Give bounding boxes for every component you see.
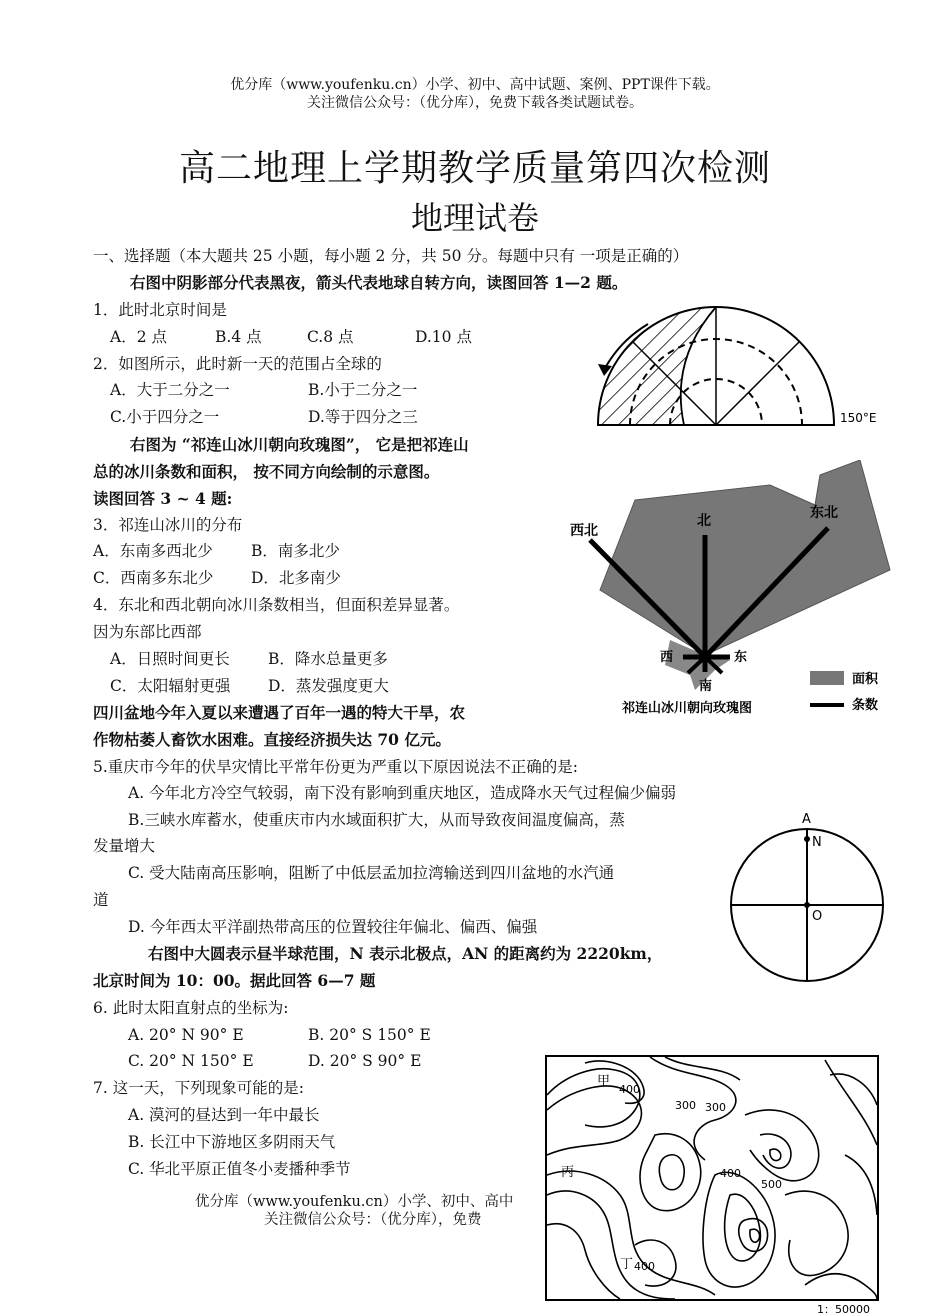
q4-row1 [110,649,388,669]
glacier-rose-figure [560,460,900,720]
intro-q5-line2: 作物枯萎人畜饮水困难。直接经济损失达 70 亿元。 [93,730,451,749]
q6-row1 [128,1025,431,1045]
q3-option-b[interactable]: B．南多北少 [251,542,340,560]
q2-row2 [110,407,418,427]
contour-label-400-b: 400 [720,1167,741,1180]
polar-view-figure [590,300,890,435]
meridian-right [716,342,799,425]
q6-option-a[interactable]: A. 20° N 90° E [128,1026,244,1044]
q7-stem: 7. 这一天，下列现象可能的是: [93,1079,304,1097]
q2-stem: 2．如图所示，此时新一天的范围占全球的 [93,355,382,373]
intro-q3-4-line2: 总的冰川条数和面积， 按不同方向绘制的示意图。 [93,462,440,481]
intro-q6-7-line1: 右图中大圆表示昼半球范围，N 表示北极点，AN 的距离约为 2220km， [148,944,663,963]
q1-option-a[interactable]: A．2 点 [110,328,167,346]
place-jia: 甲 [597,1074,611,1089]
page-subtitle: 地理试卷 [410,199,539,237]
place-bing: 丙 [561,1165,575,1180]
legend-area-swatch [810,671,844,685]
q1-options [110,327,472,347]
q2-option-c[interactable]: C.小于四分之一 [110,408,220,426]
label-south: 南 [699,679,713,694]
q1-option-d[interactable]: D.10 点 [415,328,472,346]
q2-option-d[interactable]: D.等于四分之三 [308,408,418,426]
footer-line-1: 优分库（www.youfenku.cn）小学、初中、高中 [195,1194,514,1210]
q4-option-a[interactable]: A．日照时间更长 [110,650,230,668]
q7-option-b[interactable]: B. 长江中下游地区多阴雨天气 [128,1133,336,1151]
q6-option-d[interactable]: D. 20° S 90° E [308,1052,422,1070]
q5-stem: 5.重庆市今年的伏旱灾情比平常年份更为严重以下原因说法不正确的是: [93,758,579,776]
map-scale: 1：50000 [817,1303,870,1316]
day-hemisphere-figure [728,808,888,988]
north-pole-point [804,836,810,842]
contour-label-300-b: 300 [705,1101,726,1114]
label-o: O [812,909,823,924]
q6-option-b[interactable]: B. 20° S 150° E [308,1026,431,1044]
q4-stem-2: 因为东部比西部 [93,623,202,641]
label-east: 东 [734,650,748,665]
intro-q3-4-line3: 读图回答 3 ~ 4 题: [93,489,233,508]
meridian-label-150e: 150°E [840,411,877,425]
label-a: A [802,812,811,827]
q6-stem: 6. 此时太阳直射点的坐标为: [93,999,289,1017]
q3-row1 [93,541,340,561]
contour-label-300-a: 300 [675,1099,696,1112]
intro-q5-line1: 四川盆地今年入夏以来遭遇了百年一遇的特大干旱，农 [93,703,466,722]
map-frame [546,1056,878,1300]
label-northwest: 西北 [570,523,598,539]
q1-option-c[interactable]: C.8 点 [307,328,354,346]
area-polygon-north [600,460,890,655]
intro-q3-4-line1: 右图为 “祁连山冰川朝向玫瑰图”， 它是把祁连山 [130,435,469,454]
contour-map-figure [545,1055,880,1316]
center-point [804,902,810,908]
q3-option-c[interactable]: C．西南多东北少 [93,569,214,587]
label-northeast: 东北 [810,505,838,521]
legend-area-label: 面积 [852,672,879,687]
section-heading: 一、选择题（本大题共 25 小题，每小题 2 分，共 50 分。每题中只有 一项是正确的） [93,247,689,265]
label-n: N [812,835,822,850]
q4-row2 [110,676,389,696]
contour-label-400-a: 400 [619,1083,640,1096]
header-line-1: 优分库（www.youfenku.cn）小学、初中、高中试题、案例、PPT课件下载。 [230,77,720,93]
contour-label-500: 500 [761,1178,782,1191]
q3-row2 [93,568,341,588]
rose-caption: 祁连山冰川朝向玫瑰图 [622,701,753,716]
q5-option-c-line1[interactable]: C. 受大陆南高压影响，阻断了中低层孟加拉湾输送到四川盆地的水汽通 [128,864,615,882]
contour-label-400-c: 400 [634,1260,655,1273]
q1-stem: 1．此时北京时间是 [93,301,227,319]
q4-option-c[interactable]: C．太阳辐射更强 [110,677,231,695]
q2-option-a[interactable]: A．大于二分之一 [110,381,230,399]
q5-option-a[interactable]: A. 今年北方冷空气较弱，南下没有影响到重庆地区，造成降水天气过程偏少偏弱 [128,784,677,802]
q5-option-b-line1[interactable]: B.三峡水库蓄水，使重庆市内水域面积扩大，从而导致夜间温度偏高，蒸 [128,811,625,829]
footer-line-2: 关注微信公众号：（优分库），免费 [264,1212,482,1228]
legend-count-label: 条数 [852,698,879,713]
q4-option-d[interactable]: D．蒸发强度更大 [268,677,389,695]
label-north: 北 [697,513,711,529]
q4-stem: 4．东北和西北朝向冰川条数相当，但面积差异显著。 [93,596,460,614]
q5-option-d[interactable]: D. 今年西太平洋副热带高压的位置较往年偏北、偏西、偏强 [128,918,538,936]
q5-option-b-line2: 发量增大 [93,837,156,855]
intro-q1-2: 右图中阴影部分代表黑夜，箭头代表地球自转方向，读图回答 1—2 题。 [130,273,628,292]
q3-option-a[interactable]: A．东南多西北少 [93,542,213,560]
label-west: 西 [660,650,674,665]
q3-option-d[interactable]: D．北多南少 [251,569,341,587]
q1-option-b[interactable]: B.4 点 [215,328,262,346]
q4-option-b[interactable]: B．降水总量更多 [268,650,388,668]
q3-stem: 3．祁连山冰川的分布 [93,516,243,534]
header-line-2: 关注微信公众号：（优分库），免费下载各类试题试卷。 [307,95,643,111]
q5-option-c-line2: 道 [93,891,109,909]
q7-option-a[interactable]: A. 漠河的昼达到一年中最长 [128,1106,320,1124]
intro-q6-7-line2: 北京时间为 10：00。据此回答 6—7 题 [93,971,376,990]
place-ding: 丁 [620,1257,634,1272]
q2-option-b[interactable]: B.小于二分之一 [308,381,418,399]
q2-row1 [110,380,417,400]
q6-row2 [128,1051,421,1071]
page-title: 高二地理上学期教学质量第四次检测 [178,148,771,189]
q6-option-c[interactable]: C. 20° N 150° E [128,1052,254,1070]
q7-option-c[interactable]: C. 华北平原正值冬小麦播种季节 [128,1160,351,1178]
